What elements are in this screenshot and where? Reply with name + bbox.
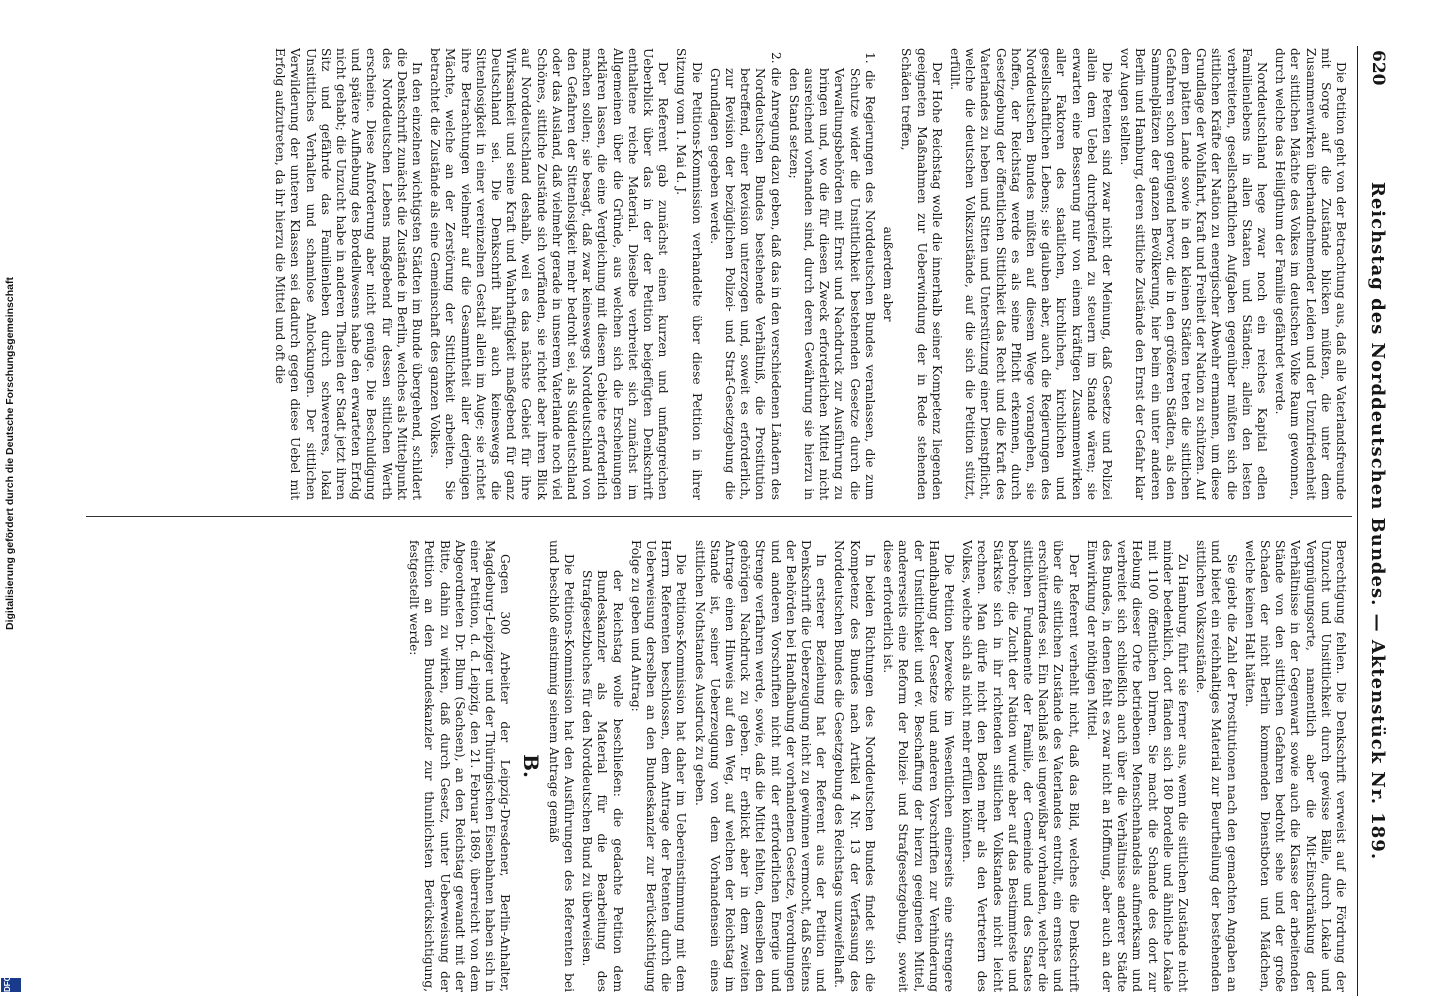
paragraph: Die Petitions-Kommission verhandelte über diese Petition in ihrer Sitzung vom 1. Mai d. J. bbox=[674, 48, 704, 500]
paragraph: In beiden Richtungen des Norddeutschen Bundes findet sich die Kompetenz des Bundes nach Artikel 4 Nr. 13 der Verfassung des Norddeutschen Bundes die Gesetzgebung des Reichstags unzweifelhaft. bbox=[832, 540, 877, 992]
paragraph: Der Hohe Reichstag wolle die innerhalb seiner Kompetenz liegenden geeigneten Maßnahmen zur Ueberwindung der in Rede stehenden Schäden treffen, bbox=[899, 48, 944, 500]
paragraph: Die Petenten sind zwar nicht der Meinung, daß Gesetze und Polizei allein dem Uebel durchgreifend zu steuern im Stande wären; sie erwarten eine Besserung nur von einem kräftigen Zusammenwirken aller Faktoren des staatlichen, kirchlichen, kirchlichen und gesellschaftlichen Lebens; sie glauben aber, auch die Regierungen des Norddeutschen Bundes müßten auf diesem Wege vorangehen, sie hoffen, der Reichstag werde es als seine Pflicht erkennen, durch Gesetzgebung der öffentlichen Sittlichkeit das Recht und die Kraft des Vaterlandes zu heben und Sitten und Unterstützung einer Dienstpflicht, welche die deutschen Volkszustände, auf die sich die Petition stützt, erfüllt. bbox=[947, 48, 1114, 500]
column-divider bbox=[86, 516, 1352, 517]
paragraph: Sie giebt die Zahl der Prostitutionen nach den gemachten Angaben an und bietet ein reichhaltiges Material zur Beurtheilung der bestehenden sittlichen Volkszustände. bbox=[1194, 540, 1239, 992]
paragraph: 2. die Anregung dazu geben, daß das in den verschiedenen Ländern des Norddeutschen Bundes bestehende Verhältniß, die Prostitution betreffend, einer Revision unterzogen und, soweit es erforderlich, zur Revision der bezüglichen Polizei- und Straf-Gesetzgebung die Grundlagen gegeben werde. bbox=[707, 52, 783, 500]
paragraph: Der Referent verhehlt nicht, daß das Bild, welches die Denkschrift über die sittlichen Zustände des Vaterlandes entrollt, ein ernstes und erschütterndes sei. Ein Nachlaß sei ungewißbar vorhanden, welcher die sittlichen Fundamente der Familie, der Gemeinde und des Staates bedrohe; die Zucht der Nation wurde aber auf das Bestimmteste und Stärkste sich in ihr richtenden sittlichen Volkstandes nicht leicht rechnen. Man dürfe nicht den Boden mehr als den Vertretern des Volkes, welche sich als nicht mehr erfüllen könnten. bbox=[960, 540, 1081, 992]
paragraph: Der Referent gab zunächst einen kurzen und umfangreichen Ueberblick über das in der der Petition beigefügten Denkschrift enthaltene reiche Material. Dieselbe verbreitet sich zunächst im Allgemeinen über die Gründe, aus welchen sich die Erscheinungen erklären lassen, die eine Vergleichung mit diesem Gebiete erforderlich machen sollen; sie besagt, daß zwar keineswegs Norddeutschland von den Gefahren der Sittenlosigkeit mehr bedroht sei, als Süddeutschland oder das Ausland, daß vielmehr gerade in unserem Vaterlande noch viel Schönes, sittliche Zustände sich vorfänden, sie richtet aber ihren Blick auf Norddeutschland deshalb, weil es das nächste Gebiet für ihre Wirksamkeit und seine Kraft und Wahrhaftigkeit maßgebend für ganz Deutschland sei. Die Denkschrift hält auch keineswegs die Sittenlosigkeit in einer vereinzelnen Gestalt allein im Auge; sie richtet ihre Betrachtungen vielmehr auf die Gesammtheit aller derjenigen Mächte, welche an der Zerstörung der Sittlichkeit arbeiten. Sie betrachtet die Zustände als eine Gemeinschaft des ganzen Volkes. bbox=[428, 48, 671, 500]
paragraph: Zu Hamburg, führt sie ferner aus, wenn die sittlichen Zustände nicht minder bedenklich, dort fänden sich 180 Bordelle und ähnliche Lokale mit 1100 öffentlichen Dirnen. Sie macht die Schande des dort zur Hebung dieser Orte betriebenen Menschenhandels aufmerksam und verbreitet sich schließlich auch über die Verhältnisse anderer Städte des Bundes, in denen fehlt es zwar nicht an Hoffnung, aber auch an der Einwirkung der nöthigen Mittel. bbox=[1084, 540, 1190, 992]
running-title: Reichstag des Norddeutschen Bundes. — Aktenstück Nr. 189. bbox=[1367, 181, 1388, 861]
paragraph: Die Petitions-Kommission hat daher im Uebereinstimmung mit dem Herrn Referenten beschlossen, dem Antrage der Petenten durch die Ueberweisung derselben an den Bundeskanzler zur Berücksichtigung Folge zu geben und Antrag: bbox=[628, 540, 689, 992]
paragraph: außerdem aber bbox=[881, 226, 896, 322]
page-header bbox=[1357, 46, 1392, 996]
dfg-logo: DFG bbox=[1, 978, 21, 992]
page-number: 620 bbox=[1368, 50, 1388, 86]
paragraph: Gegen 300 Arbeiter der Leipzig-Dresdener, Berlin-Anhalter, Magdeburg-Leipziger und der Thüringischen Eisenbahnen haben sich in einer Petition, d. d. Leipzig, den 21. Februar 1869, überreicht von dem Abgeordneten Dr. Blum (Sachsen), an den Reichstag gewandt mit der Bitte, dahin zu wirken, daß durch Gesetz, unter Ueberweisung der Petition an den Bundeskanzler zur thunlichsten Berücksichtigung, festgestellt werde: bbox=[407, 540, 513, 992]
paragraph: Norddeutschland hege zwar noch ein reiches Kapital edlen Familienlebens in allen Staaten und Ständen; allein den lesten verbreiteten, gesellschaftlichen Aufgaben gegenüber müßten sich die sittlichen Kräfte der Nation zu energischer Abwehr ermannen, um diese Grundlage der Wohlfahrt, Kraft und Freiheit der Nation zu schützen. Auf dem platten Lande sowie in den kleinen Städten treten die sittlichen Gefahren schon genügend hervor, die in den größeren Städten, als den Sammelplätzen der ganzen Bevölkerung, hier beim ein unter anderen Berlin und Hamburg, deren sittliche Zustände den Ernst der Gefahr klar vor Augen stellten. bbox=[1118, 48, 1269, 500]
paragraph: In ersterer Beziehung hat der Referent aus der Petition und Denkschrift die Ueberzeugung nicht zu gewinnen vermocht, daß Seitens der Behörden bei Handhabung der vorhandenen Gesetze, Verordnungen und anderen Vorschriften nicht mit der erforderlichen Energie und Strenge verfahren werde, sowie, daß die Mittel fehlten, denselben den gehörigen Nachdruck zu geben. Er erblickt aber in dem zweiten Antrage einen Hinweis auf den Weg, auf welchen der Reichstag im Stande ist, seiner Ueberzeugung von dem Vorhandensein eines sittlichen Nothstandes Ausdruck zu geben. bbox=[692, 540, 829, 992]
paragraph: Die Petition geht von der Betrachtung aus, daß alle Vaterlandsfreunde mit Sorge auf die Zustände blicken müßten, die unter dem Zusammenwirken überhandnehmender Leiden und der Unzufriedenheit der sittlichen Mächte des Volkes im deutschen Volke Raum gewonnen, durch welche das Heiligthum der Familie gefährdet werde. bbox=[1273, 48, 1348, 500]
paragraph: Die Petitions-Kommission hat den Ausführungen des Referenten bei und beschloß einstimmig seinem Antrage gemäß bbox=[546, 540, 577, 992]
paragraph: Berechtigung fehlen. Die Denkschrift verweist auf die Fördrung der Unzucht und Unsittlichkeit durch gewisse Bälle, durch Lokale und Vergnügungsorte, namentlich aber die Mit-Einschränkung der Verhältnisse in der Gegenwart sowie auch die Klasse der arbeitenden Stände von den sittlichen Gefahren bedroht sehe und der große Schaden der nicht Berlin kommenden Dienstboten und Mädchen, welche keinen Halt hätten. bbox=[1242, 540, 1348, 992]
paragraph: der Reichstag wolle beschließen: die gedachte Petition dem Bundeskanzler als Material für die Bearbeitung des Strafgesetzbuches für den Norddeutschen Bund zu überweisen. bbox=[580, 570, 625, 992]
right-column bbox=[86, 540, 1348, 992]
paragraph: In den einzelnen wichtigsten Städten im Bunde übergehend, schildert die Denkschrift zunächst die Zustände in Berlin, welches als Mittelpunkt des Norddeutschen Lebens maßgebend für dessen sittlichen Werth erscheine. Diese Anforderung aber nicht genüge. Die Beschuldigung und spätere Aufhebung des Bordellwesens habe den erwarteten Erfolg nicht gehabt; die Unzucht habe in anderen Theilen der Stadt jetzt ihren Sitz und gefährde das Familienleben durch schwereres, lokal Unsittliches Verhalten und schamlose Anlockungen. Der sittlichen Verwilderung der unteren Klassen sei dadurch gegen diese Uebel mit Erfolg aufzutreten, da ihr hierzu die Mittel und oft die bbox=[273, 48, 425, 500]
paragraph: Die Petition bezwecke im Wesentlichen einerseits eine strengere Handhabung der Gesetze und anderen Vorschriften zur Verhinderung der Unsittlichkeit und ev. Beschaffung der hierzu geeigneten Mittel, andererseits eine Reform der Polizei- und Strafgesetzgebung, soweit diese erforderlich ist. bbox=[881, 540, 956, 992]
digitization-note: Digitalisierung gefördert durch die Deutsche Forschungsgemeinschaft bbox=[4, 277, 16, 630]
paragraph: 1. die Regierungen des Norddeutschen Bundes veranlassen, die zum Schutze wider die Unsittlichkeit bestehenden Gesetze durch die Verwaltungsbehörden mit Ernst und Nachdruck zur Ausführung zu bringen und, wo die für diesen Zweck erforderlichen Mittel nicht ausreichend vorhanden sind, durch deren Gewährung sie hierzu in den Stand setzen; bbox=[786, 52, 877, 500]
rotated-page bbox=[80, 46, 1392, 996]
paragraph: B. bbox=[518, 754, 543, 778]
left-column bbox=[86, 48, 1348, 500]
